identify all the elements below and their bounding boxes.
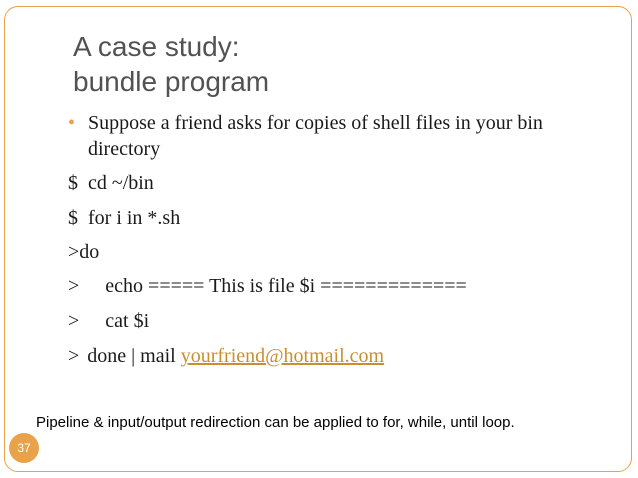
code-text: for i in *.sh [88,207,181,229]
bullet-item [68,110,608,162]
code-line-3 [68,239,99,265]
code-line-5 [68,308,149,334]
title-line-2: bundle program [73,66,270,97]
prompt-symbol: > [68,275,80,297]
prompt-symbol: > [68,310,80,332]
code-text: echo ===== This is file $i ============= [105,275,467,297]
email-link[interactable]: yourfriend@hotmail.com [180,345,385,367]
code-line-1 [68,170,154,196]
slide-caption: Pipeline & input/output redirection can be applied to for, while, until loop. [36,414,515,431]
code-text: do [79,241,100,263]
bullet-text: Suppose a friend asks for copies of shell files in your bin directory [88,112,543,160]
code-text: cd ~/bin [88,172,154,194]
prompt-symbol: > [68,241,80,263]
code-text: done | mail [87,345,181,367]
slide-body [68,110,608,367]
code-line-4 [68,273,467,299]
bullet-dot-icon: • [68,112,76,134]
prompt-symbol: $ [68,207,78,229]
page-number-badge: 37 [9,433,39,463]
slide-title [73,29,593,99]
prompt-symbol: > [68,345,80,367]
code-line-2 [68,205,180,231]
prompt-symbol: $ [68,172,78,194]
title-line-1: A case study: [73,31,240,62]
code-line-6 [68,343,384,369]
code-text: cat $i [105,310,150,332]
